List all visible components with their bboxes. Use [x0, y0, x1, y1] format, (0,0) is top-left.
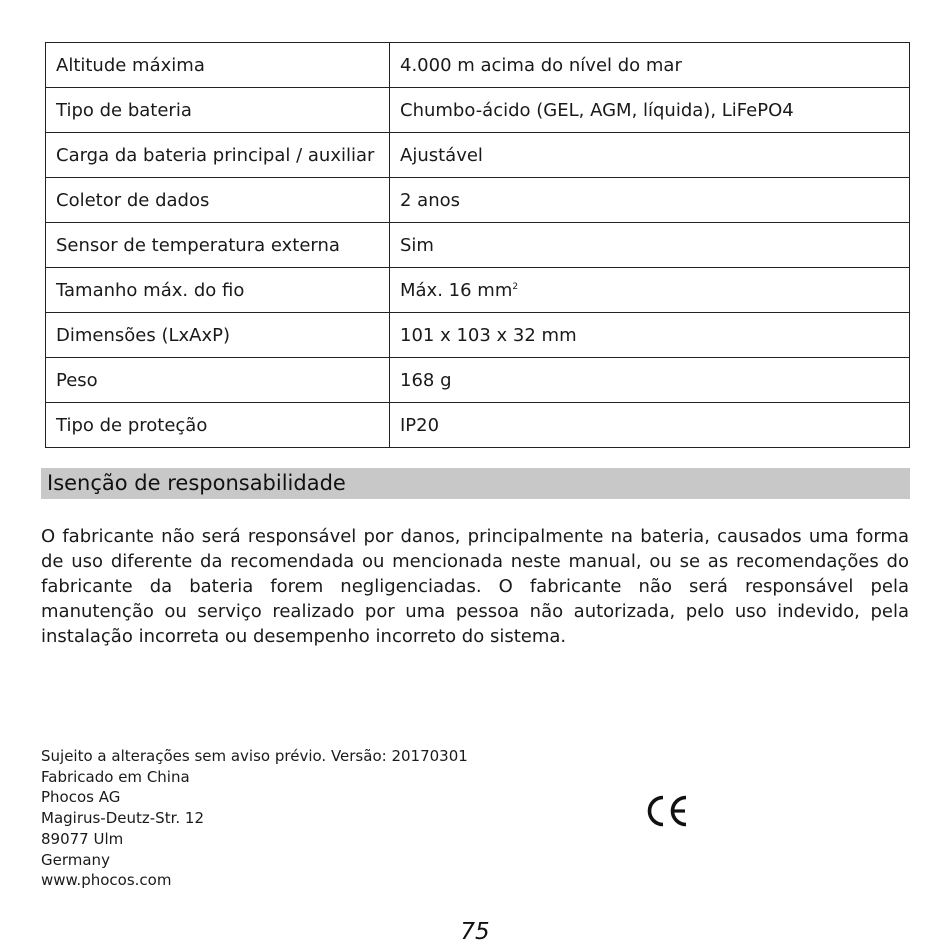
spec-label: Tamanho máx. do fio	[46, 268, 390, 313]
spec-label: Sensor de temperatura externa	[46, 223, 390, 268]
section-heading: Isenção de responsabilidade	[47, 471, 346, 495]
spec-label: Peso	[46, 358, 390, 403]
spec-label: Dimensões (LxAxP)	[46, 313, 390, 358]
table-row	[46, 43, 910, 88]
table-row	[46, 403, 910, 448]
spec-label: Coletor de dados	[46, 178, 390, 223]
page-number: 75	[460, 919, 490, 945]
footer-line-country: Germany	[41, 850, 110, 869]
spec-value: 168 g	[390, 358, 910, 403]
disclaimer-paragraph: O fabricante não será responsável por danos, principalmente na bateria, causados uma forma de uso diferente da recomendada ou mencionada neste manual, ou se as recomendações do fabricante da bateria forem negligenciadas. O fabricante não será responsável pela manutenção ou serviço realizado por uma pessoa não autorizada, pelo uso indevido, pela instalação incorreta ou desempenho incorreto do sistema.	[41, 526, 909, 647]
spec-value-text: Máx. 16 mm	[400, 279, 513, 301]
footer-line-website: www.phocos.com	[41, 871, 172, 890]
spec-value: Ajustável	[390, 133, 910, 178]
footer-line-street: Magirus-Deutz-Str. 12	[41, 809, 204, 828]
spec-label: Carga da bateria principal / auxiliar	[46, 133, 390, 178]
table-row	[46, 178, 910, 223]
table-row	[46, 223, 910, 268]
superscript-exponent: 2	[512, 281, 519, 292]
spec-label: Tipo de proteção	[46, 403, 390, 448]
spec-label: Tipo de bateria	[46, 88, 390, 133]
spec-value: IP20	[390, 403, 910, 448]
table-row	[46, 313, 910, 358]
footer-line-notice: Sujeito a alterações sem aviso prévio. Versão: 20170301	[41, 747, 468, 765]
spec-value: 101 x 103 x 32 mm	[390, 313, 910, 358]
table-row	[46, 88, 910, 133]
table-row	[46, 268, 910, 313]
footer-imprint	[41, 746, 511, 891]
spec-value: Chumbo-ácido (GEL, AGM, líquida), LiFePO4	[390, 88, 910, 133]
table-row	[46, 133, 910, 178]
ce-mark-icon	[644, 793, 690, 829]
footer-line-city: 89077 Ulm	[41, 829, 124, 848]
section-header-bar	[41, 468, 910, 499]
spec-value: 2 anos	[390, 178, 910, 223]
spec-value	[390, 268, 910, 313]
specifications-table	[45, 42, 910, 448]
footer-line-made-in: Fabricado em China	[41, 767, 190, 786]
spec-label: Altitude máxima	[46, 43, 390, 88]
table-row	[46, 358, 910, 403]
spec-value: Sim	[390, 223, 910, 268]
footer-line-company: Phocos AG	[41, 788, 121, 807]
spec-value: 4.000 m acima do nível do mar	[390, 43, 910, 88]
